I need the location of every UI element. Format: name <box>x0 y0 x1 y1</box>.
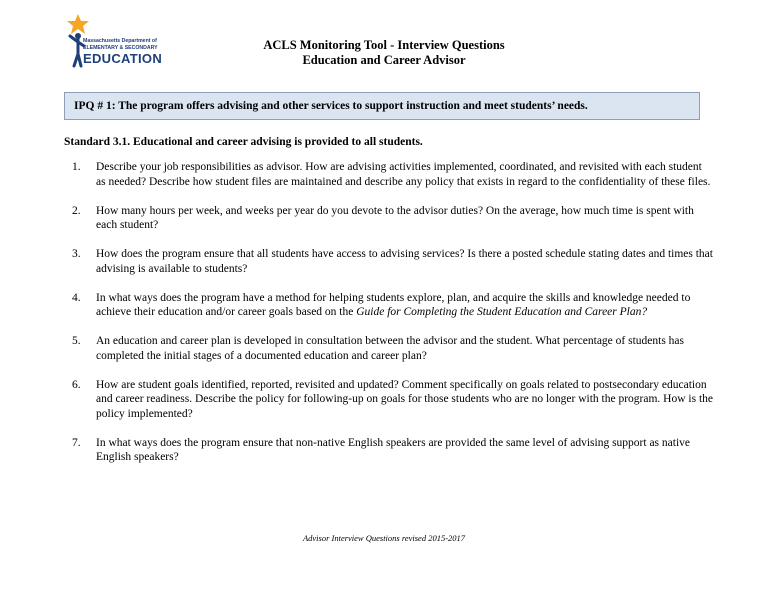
logo-dept-line: Massachusetts Department of <box>83 38 157 44</box>
page-title: ACLS Monitoring Tool - Interview Questions <box>263 38 505 52</box>
list-item <box>64 247 714 276</box>
guide-title: Guide for Completing the Student Education and Career Plan? <box>356 306 648 318</box>
question-list <box>64 160 714 479</box>
question-number: 5. <box>72 335 81 347</box>
question-text: An education and career plan is developed in consultation between the advisor and the student. What percentage of students has completed the initial stages of a documented education and career plan? <box>96 335 685 362</box>
question-number: 6. <box>72 378 81 391</box>
logo-sub-line: ELEMENTARY & SECONDARY <box>83 45 158 52</box>
page-subtitle: Education and Career Advisor <box>302 53 466 67</box>
standard-heading: Standard 3.1. Educational and career advising is provided to all students. <box>64 136 423 148</box>
question-number: 1. <box>72 161 81 173</box>
question-number: 2. <box>72 204 81 217</box>
ipq-box: IPQ # 1: The program offers advising and other services to support instruction and meet students’ needs. <box>64 92 700 120</box>
question-text: How does the program ensure that all students have access to advising services? Is there a posted schedule stating dates and times that advising is available to students? <box>96 248 713 275</box>
question-text: How are student goals identified, reported, revisited and updated? Comment specifically on goals related to postsecondary education and career readiness. Describe the policy for following-up on goals for those students who are no longer with the program. How is the policy implemented? <box>96 378 713 420</box>
question-text: How many hours per week, and weeks per year do you devote to the advisor duties? On the average, how much time is spent with each student? <box>96 204 694 231</box>
question-number: 4. <box>72 291 81 304</box>
question-text-main: In what ways does the program have a method for helping students explore, plan, and acquire the skills and knowledge needed to achieve their education and/or career goals based on the <box>96 291 691 318</box>
logo-edu-line: EDUCATION <box>83 51 163 67</box>
question-text: Describe your job responsibilities as advisor. How are advising activities implemented, coordinated, and revisited with each student as needed? Describe how student files are maintained and describe any policy that exists in regard to the confidentiality of these files. <box>96 161 711 188</box>
question-text: In what ways does the program ensure that non-native English speakers are provided the same level of advising support as native English speakers? <box>96 436 690 463</box>
list-item <box>64 291 714 320</box>
list-item <box>64 334 714 363</box>
list-item <box>64 160 714 189</box>
list-item <box>64 378 714 422</box>
list-item <box>64 204 714 233</box>
question-number: 7. <box>72 436 81 449</box>
question-text <box>96 291 714 320</box>
list-item <box>64 436 714 465</box>
question-number: 3. <box>72 248 81 260</box>
page-footer: Advisor Interview Questions revised 2015-2017 <box>302 533 466 543</box>
